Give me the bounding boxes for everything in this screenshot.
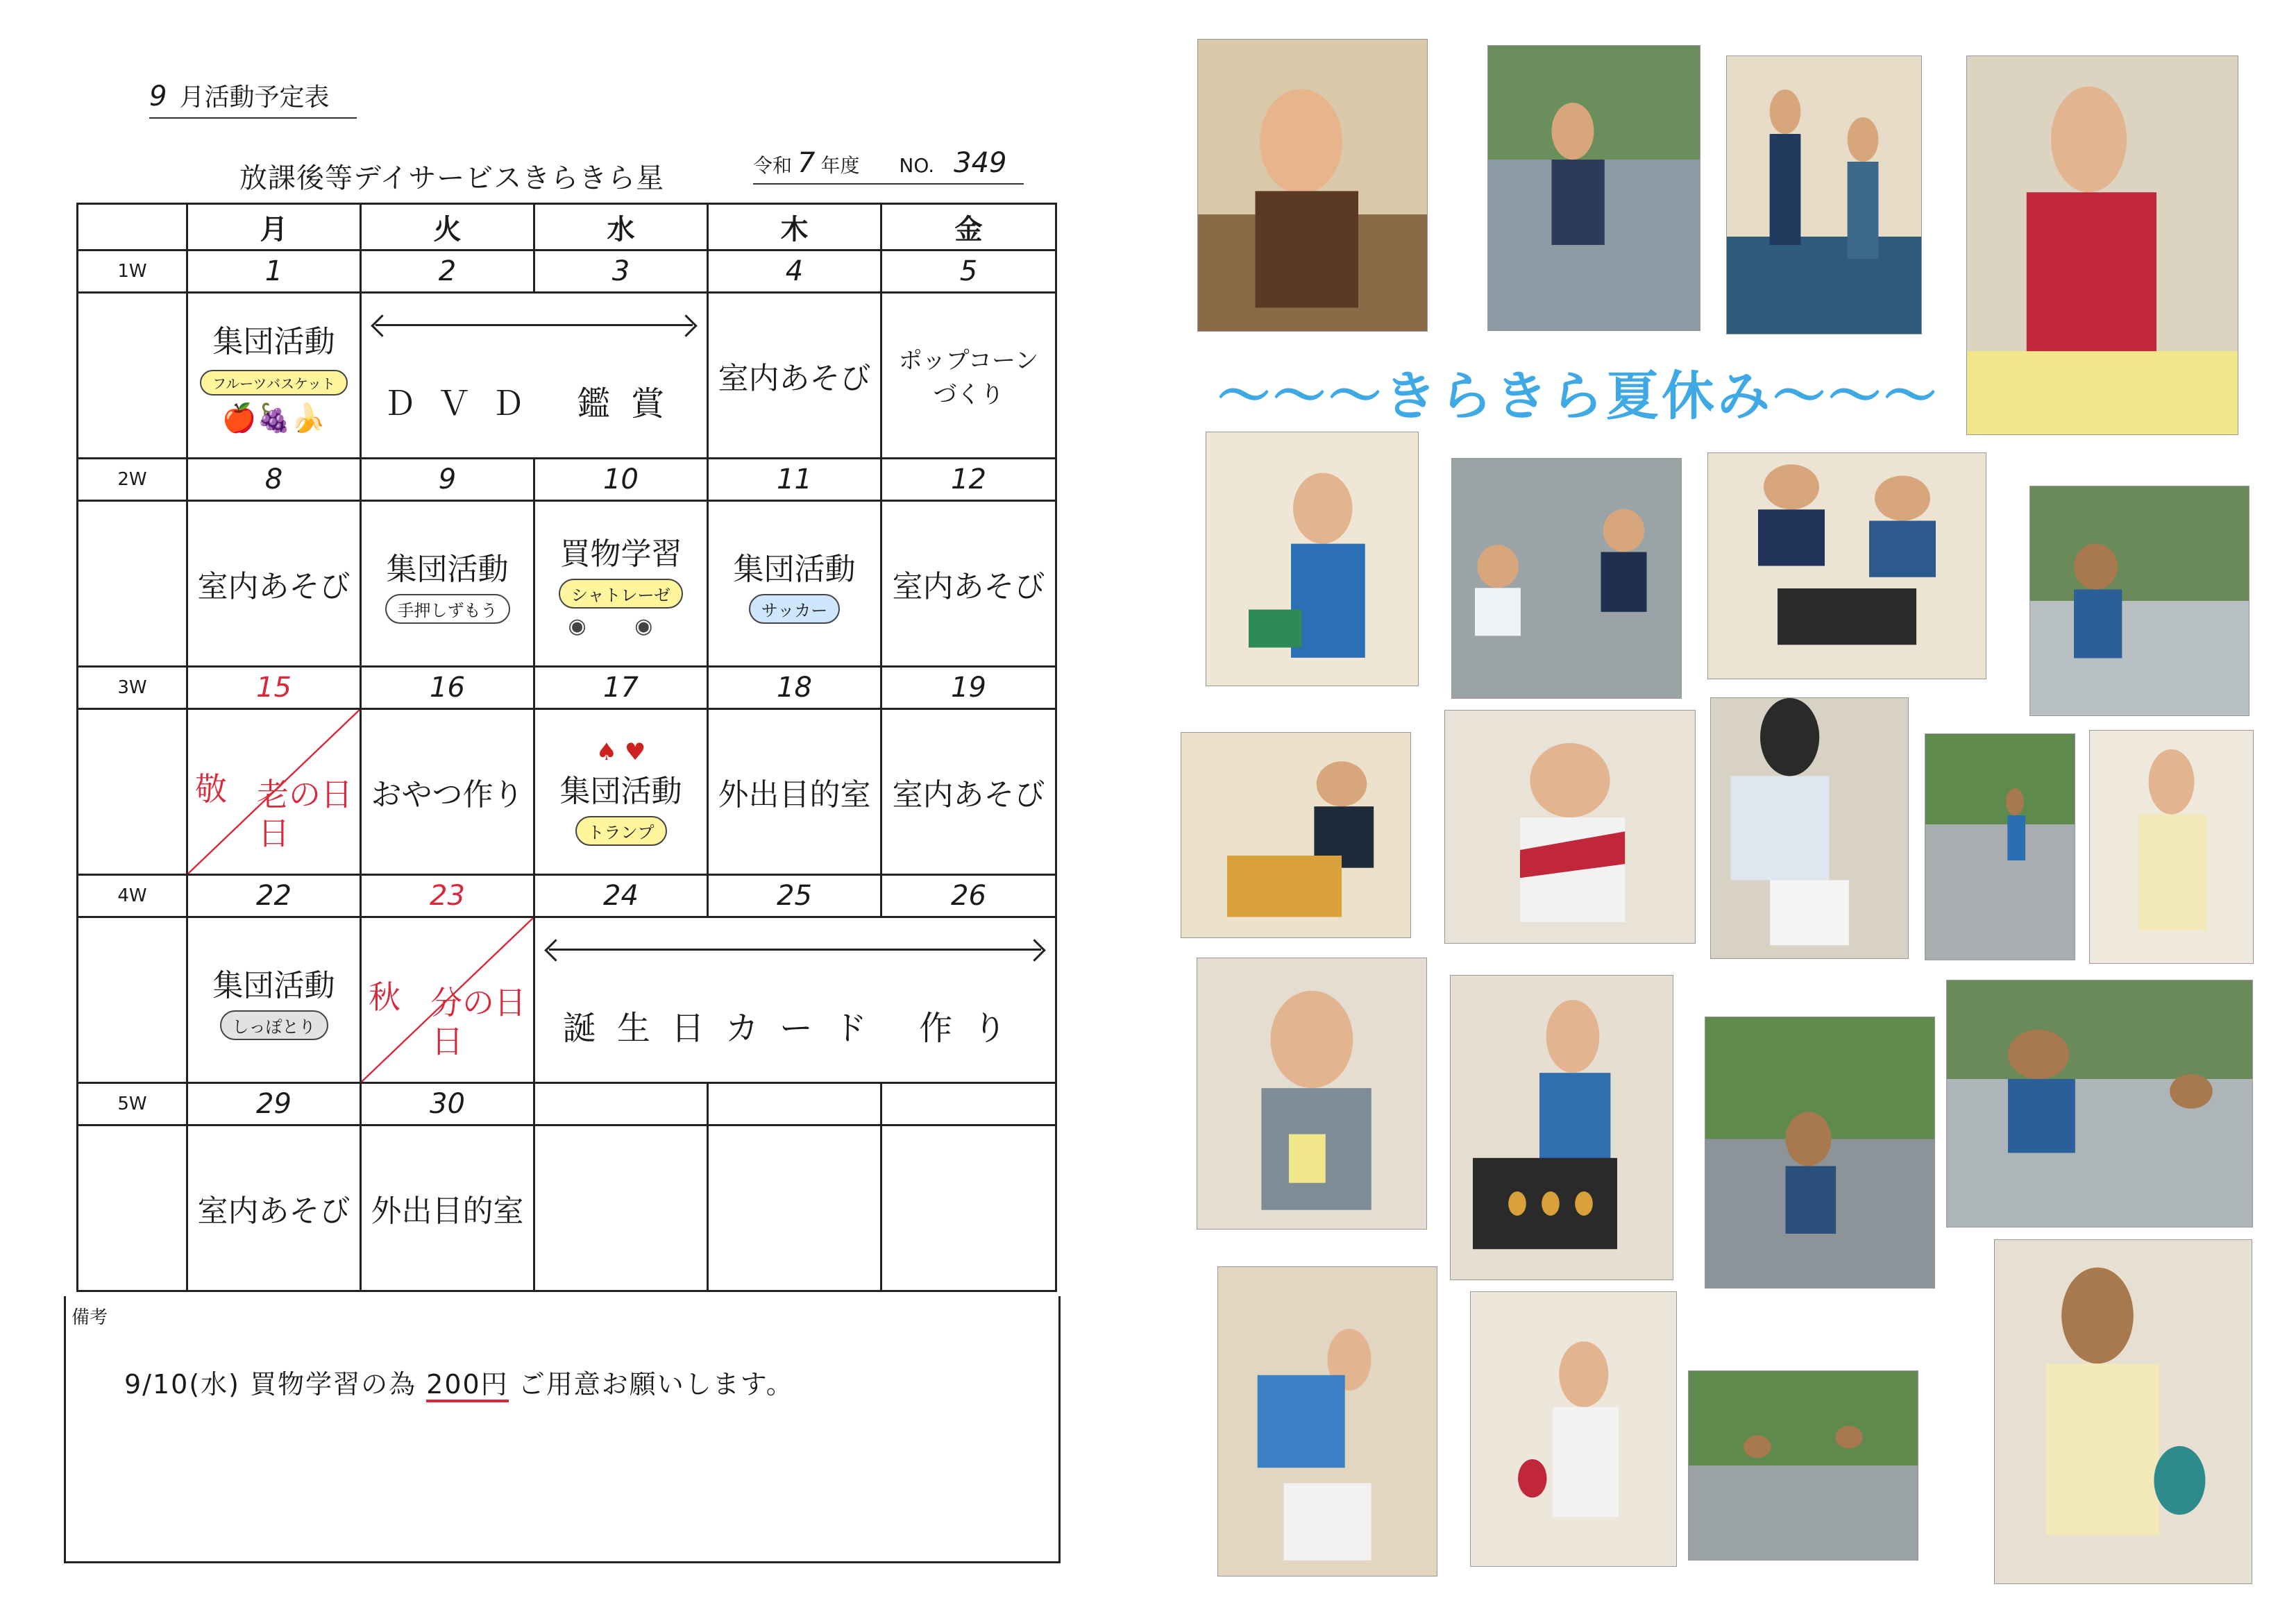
activity-text: 誕生日カード 作り: [562, 1009, 1028, 1048]
month-title: [149, 78, 357, 119]
activity-subtext: フルーツバスケット: [200, 370, 348, 396]
photo-river-group: [1705, 1017, 1935, 1289]
photo-kids-baking: [1181, 732, 1411, 938]
activity-text: づくり: [933, 381, 1004, 409]
date-cell: 25: [708, 875, 881, 917]
date-cell: 19: [881, 667, 1056, 709]
activity-text: ポップコーン: [898, 347, 1039, 375]
holiday-label: [188, 710, 360, 874]
date-cell-holiday: 23: [361, 875, 534, 917]
photo-boy-cooking: [1966, 56, 2238, 435]
holiday-label: [362, 918, 533, 1082]
notes-text-before: 9/10(水) 買物学習の為: [124, 1369, 427, 1400]
activity-cell: [708, 709, 881, 875]
notes-box: [64, 1296, 1061, 1563]
weekday-mon: 月: [187, 204, 361, 250]
activity-cell: [187, 917, 361, 1083]
week-activity-row: [78, 709, 1056, 875]
date-cell: [881, 1083, 1056, 1125]
holiday-text: 分の日: [430, 984, 526, 1021]
week-date-row: [78, 250, 1056, 293]
date-cell: [534, 1083, 708, 1125]
month-number: 9: [149, 80, 167, 112]
activity-text: 買物学習: [559, 536, 682, 572]
holiday-text: 日: [258, 815, 290, 852]
date-cell: 1: [187, 250, 361, 293]
photo-paving-stones: [1451, 458, 1682, 699]
activity-text: 室内あそび: [892, 777, 1045, 813]
activity-span-cell: [534, 917, 1056, 1083]
activity-cell: [187, 1125, 361, 1291]
date-cell: 12: [881, 459, 1056, 501]
summer-banner: 〜〜〜きらきら夏休み〜〜〜: [1217, 365, 1939, 427]
week-activity-row: [78, 917, 1056, 1083]
photo-boy-reading: [1217, 1266, 1437, 1577]
week-label: 4W: [78, 875, 187, 917]
activity-text: おやつ作り: [371, 777, 524, 813]
photo-boy-tray: [1450, 975, 1673, 1280]
activity-cell: [534, 1125, 708, 1291]
date-cell: 30: [361, 1083, 534, 1125]
date-cell: 4: [708, 250, 881, 293]
photo-boy-river: [2029, 486, 2249, 716]
date-cell: 2: [361, 250, 534, 293]
activity-text: 外出目的室: [718, 777, 871, 813]
week-label: 3W: [78, 667, 187, 709]
week-activity-row: [78, 501, 1056, 667]
week-activity-row: [78, 293, 1056, 459]
double-arrow-icon: [549, 949, 1041, 951]
issue-no-label: NO.: [899, 154, 935, 177]
weekday-fri: 金: [881, 204, 1056, 250]
week-spacer: [78, 709, 187, 875]
date-cell: 26: [881, 875, 1056, 917]
photo-cutting-board: [1710, 697, 1909, 959]
activity-cell: [708, 501, 881, 667]
activity-text: 集団活動: [559, 773, 682, 809]
photo-boy-pouring: [1197, 958, 1427, 1230]
card-icons: ♠ ♥: [596, 738, 646, 766]
photo-boy-seated: [2089, 730, 2254, 964]
year-suffix: 年度: [820, 154, 860, 177]
photo-river-path: [1925, 733, 2075, 960]
week-label: 5W: [78, 1083, 187, 1125]
activity-span-cell: [361, 293, 708, 459]
activity-text: 室内あそび: [892, 569, 1045, 604]
activity-cell: [187, 293, 361, 459]
date-cell: 24: [534, 875, 708, 917]
photo-boy-headphones: [1206, 432, 1419, 686]
photo-kids-indoor: [1726, 56, 1922, 334]
activity-cell: [881, 293, 1056, 459]
activity-subtext: サッカー: [749, 594, 841, 624]
activity-cell: [881, 1125, 1056, 1291]
weekday-wed: 水: [534, 204, 708, 250]
activity-cell: [708, 1125, 881, 1291]
holiday-text: 秋: [369, 978, 400, 1016]
week-activity-row: [78, 1125, 1056, 1291]
activity-text: 集団活動: [386, 551, 509, 587]
photo-kids-cooking-pan: [1707, 452, 1986, 679]
holiday-cell: [187, 709, 361, 875]
fruit-icons: 🍎🍇🍌: [221, 402, 326, 434]
date-cell: 16: [361, 667, 534, 709]
activity-text: 集団活動: [212, 967, 335, 1003]
activity-text: 室内あそび: [197, 1193, 351, 1229]
photo-boy-craft: [1470, 1291, 1677, 1567]
date-cell: 8: [187, 459, 361, 501]
activity-cell: [361, 501, 534, 667]
activity-text: 室内あそび: [197, 569, 351, 604]
week-label: 1W: [78, 250, 187, 293]
double-arrow-icon: [375, 324, 693, 326]
issue-no-value: 349: [954, 147, 1007, 179]
photo-river-sitting: [1487, 45, 1700, 331]
week-date-row: [78, 667, 1056, 709]
week-date-row: [78, 459, 1056, 501]
week-date-row: [78, 1083, 1056, 1125]
activity-text: 室内あそび: [718, 361, 871, 396]
holiday-cell: [361, 917, 534, 1083]
year-value: 7: [797, 147, 816, 179]
photo-page: [1148, 0, 2296, 1623]
holiday-text: 老の日: [257, 776, 353, 813]
photo-kids-stream: [1688, 1370, 1918, 1561]
era-label: 令和: [753, 154, 793, 177]
weekday-header-row: [78, 204, 1056, 250]
date-cell: 10: [534, 459, 708, 501]
month-title-text: 月活動予定表: [179, 83, 330, 112]
photo-boy-green-toy: [1994, 1239, 2252, 1584]
date-cell: 18: [708, 667, 881, 709]
holiday-text: 日: [431, 1023, 464, 1060]
activity-subtext: しっぽとり: [220, 1010, 328, 1040]
holiday-text: 敬: [195, 770, 227, 808]
week-spacer: [78, 917, 187, 1083]
activity-cell: [708, 293, 881, 459]
date-cell: 29: [187, 1083, 361, 1125]
activity-subtext: トランプ: [575, 816, 667, 846]
activity-cell: [881, 709, 1056, 875]
photo-boy-eating: [1197, 39, 1428, 332]
date-cell: 9: [361, 459, 534, 501]
date-cell: 17: [534, 667, 708, 709]
year-number-line: [753, 147, 1024, 185]
date-cell: [708, 1083, 881, 1125]
week-date-row: [78, 875, 1056, 917]
notes-text: [124, 1363, 794, 1401]
date-cell: 3: [534, 250, 708, 293]
activity-text: 集団活動: [212, 324, 335, 359]
activity-cell: [534, 501, 708, 667]
notes-amount: 200円: [426, 1369, 509, 1402]
date-cell: 22: [187, 875, 361, 917]
activity-cell: [881, 501, 1056, 667]
weekday-tue: 火: [361, 204, 534, 250]
activity-text: ＤＶＤ 鑑賞: [382, 384, 686, 423]
activity-text: 外出目的室: [371, 1193, 524, 1229]
coin-icons: ◉ ◉: [568, 614, 674, 638]
week-spacer: [78, 501, 187, 667]
notes-label: 備考: [71, 1307, 108, 1328]
activity-subtext: 手押しずもう: [385, 594, 510, 624]
activity-cell: [361, 1125, 534, 1291]
activity-subtext: シャトレーゼ: [559, 579, 683, 609]
week-label: 2W: [78, 459, 187, 501]
activity-cell: [534, 709, 708, 875]
calendar-table: [76, 203, 1057, 1292]
week-spacer: [78, 293, 187, 459]
photo-girl-mask: [1444, 710, 1696, 944]
facility-name: 放課後等デイサービスきらきら星: [239, 162, 665, 194]
activity-cell: [361, 709, 534, 875]
weekday-thu: 木: [708, 204, 881, 250]
activity-cell: [187, 501, 361, 667]
corner-cell: [78, 204, 187, 250]
date-cell: 5: [881, 250, 1056, 293]
date-cell: 11: [708, 459, 881, 501]
activity-text: 集団活動: [733, 551, 856, 587]
date-cell-holiday: 15: [187, 667, 361, 709]
week-spacer: [78, 1125, 187, 1291]
photo-kids-river-sitting: [1946, 980, 2253, 1227]
notes-text-after: ご用意お願いします。: [508, 1369, 794, 1400]
